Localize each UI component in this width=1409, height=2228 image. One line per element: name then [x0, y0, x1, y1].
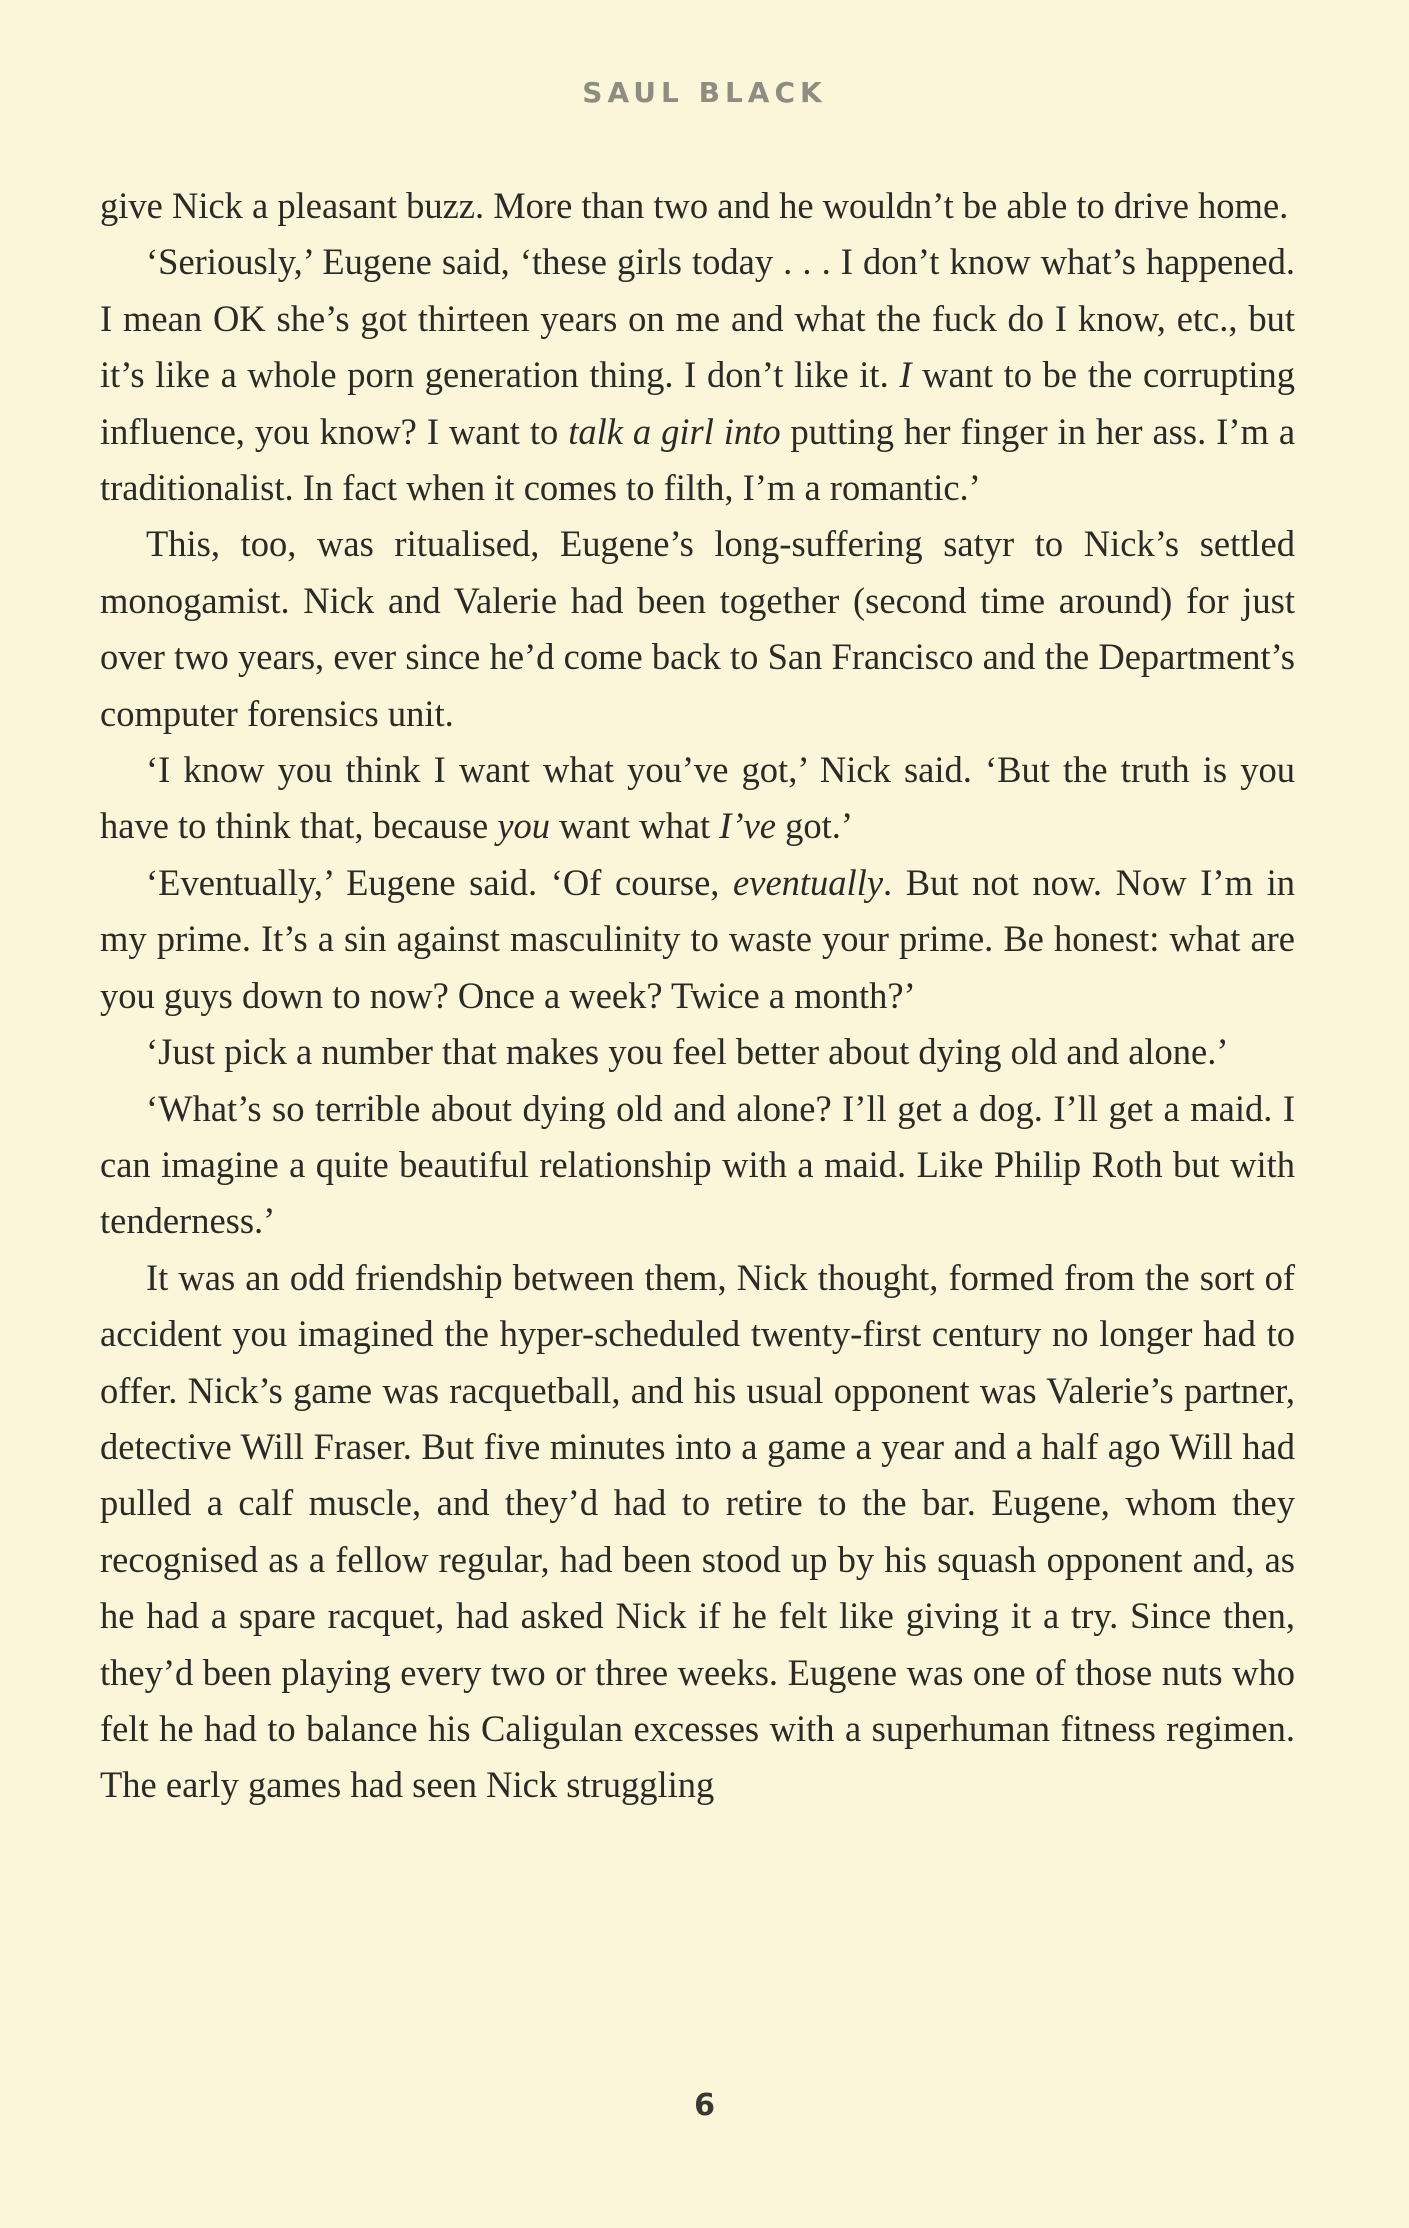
text-run: ‘Just pick a number that makes you feel better about dying old and alone.’ — [146, 1031, 1229, 1073]
paragraph — [100, 234, 1295, 516]
text-run: want to be the corrupting influence, you know? I want to — [100, 354, 1295, 452]
paragraph — [100, 742, 1295, 855]
body-text — [100, 178, 1295, 1814]
text-run: want what — [550, 805, 720, 847]
italic-text: talk a girl into — [568, 410, 781, 452]
italic-text: you — [497, 805, 551, 847]
text-run: . But not now. Now I’m in my prime. It’s a sin against masculinity to waste your prime. Be honest: what are you guys down to now? Once a week? Twice a month?’ — [100, 861, 1295, 1016]
text-run: ‘Eventually,’ Eugene said. ‘Of course, — [146, 861, 734, 903]
text-run: ‘What’s so terrible about dying old and alone? I’ll get a dog. I’ll get a maid. I can imagine a quite beautiful relationship with a maid. Like Philip Roth but with tenderness.’ — [100, 1087, 1295, 1242]
paragraph — [100, 1024, 1295, 1080]
paragraph — [100, 1250, 1295, 1814]
paragraph — [100, 516, 1295, 742]
paragraph — [100, 855, 1295, 1024]
italic-text: I — [899, 354, 912, 396]
italic-text: I’ve — [719, 805, 777, 847]
text-run: This, too, was ritualised, Eugene’s long-suffering satyr to Nick’s settled monogamist. Nick and Valerie had been together (second time around) for just over two years, ever since he’d come back to San Francisco and the Department’s computer forensics unit. — [100, 523, 1295, 734]
text-run: putting her finger in her ass. I’m a traditionalist. In fact when it comes to filth, I’m a romantic.’ — [100, 410, 1296, 509]
italic-text: eventually — [733, 861, 884, 903]
paragraph — [100, 178, 1295, 234]
text-run: give Nick a pleasant buzz. More than two and he wouldn’t be able to drive home. — [100, 185, 1289, 226]
text-run: got.’ — [776, 805, 854, 847]
text-run: It was an odd friendship between them, Nick thought, formed from the sort of accident you imagined the hyper-scheduled twenty-first century no longer had to offer. Nick’s game was racquetball, and his usual opponent was Valerie’s partner, detective Will Fraser. But five minutes into a game a year and a half ago Will had pulled a calf muscle, and they’d had to retire to the bar. Eugene, whom they recognised as a fellow regular, had been stood up by his squash opponent and, as he had a spare racquet, had asked Nick if he felt like giving it a try. Since then, they’d been playing every two or three weeks. Eugene was one of those nuts who felt he had to balance his Caligulan excesses with a superhuman fitness regimen. The early games had seen Nick struggling — [100, 1256, 1295, 1806]
running-head: SAUL BLACK — [582, 76, 827, 109]
page-number: 6 — [694, 2088, 715, 2123]
text-run: ‘I know you think I want what you’ve got,’ Nick said. ‘But the truth is you have to think that, because — [100, 749, 1295, 847]
text-run: ‘Seriously,’ Eugene said, ‘these girls today . . . I don’t know what’s happened. I mean OK she’s got thirteen years on me and what the fuck do I know, etc., but it’s like a whole porn generation thing. I don’t like it. — [100, 241, 1295, 396]
paragraph — [100, 1081, 1295, 1250]
